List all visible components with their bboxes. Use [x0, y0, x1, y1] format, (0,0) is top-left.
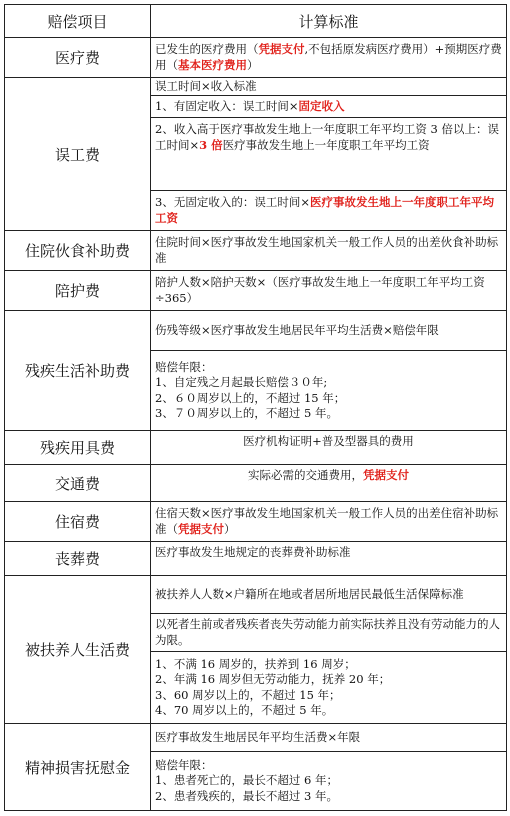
standard-disability-limits: 赔偿年限： 1、自定残之月起最长赔偿３０年; 2、６０周岁以上的，不超过 15 年； 3、７０周岁以上的，不超过 5 年。 [151, 351, 507, 431]
item-lodging: 住宿费 [5, 502, 151, 542]
item-funeral: 丧葬费 [5, 542, 151, 576]
item-disability: 残疾生活补助费 [5, 311, 151, 431]
standard-dependent-formula: 被扶养人人数×户籍所在地或者居所地居民最低生活保障标准 [151, 576, 507, 614]
header-row [5, 5, 507, 38]
standard-medical: 已发生的医疗费用（凭据支付,不包括原发病医疗费用）+预期医疗费用（基本医疗费用） [151, 38, 507, 78]
standard-transport: 实际必需的交通费用，凭据支付 [151, 465, 507, 502]
table-row [5, 724, 507, 752]
table-row [5, 542, 507, 576]
item-lost-work: 误工费 [5, 78, 151, 231]
standard-disability-formula: 伤残等级×医疗事故发生地居民年平均生活费×赔偿年限 [151, 311, 507, 351]
standard-lost-work-fixed: 1、有固定收入：误工时间×固定收入 [151, 96, 507, 118]
compensation-table [4, 4, 507, 811]
standard-equipment: 医疗机构证明+普及型器具的费用 [151, 431, 507, 465]
item-medical: 医疗费 [5, 38, 151, 78]
standard-dependent-limits: 1、不满 16 周岁的，扶养到 16 周岁； 2、年满 16 周岁但无劳动能力，抚养 20 年； 3、60 周岁以上的，不超过 15 年； 4、70 周岁以上的，不超过 5 年。 [151, 652, 507, 724]
item-mental: 精神损害抚慰金 [5, 724, 151, 811]
table-row [5, 231, 507, 271]
header-item: 赔偿项目 [5, 5, 151, 38]
table-row [5, 38, 507, 78]
item-dependent: 被扶养人生活费 [5, 576, 151, 724]
item-meal: 住院伙食补助费 [5, 231, 151, 271]
table-row [5, 78, 507, 96]
table-row [5, 502, 507, 542]
table-row [5, 465, 507, 502]
standard-lost-work-high: 2、收入高于医疗事故发生地上一年度职工年平均工资 3 倍以上：误工时间×3 倍医疗事故发生地上一年度职工年平均工资 [151, 118, 507, 191]
standard-lost-work-formula: 误工时间×收入标准 [151, 78, 507, 96]
standard-nursing: 陪护人数×陪护天数×（医疗事故发生地上一年度职工年平均工资÷365） [151, 271, 507, 311]
table-row [5, 576, 507, 614]
standard-dependent-scope: 以死者生前或者残疾者丧失劳动能力前实际扶养且没有劳动能力的人为限。 [151, 614, 507, 652]
item-transport: 交通费 [5, 465, 151, 502]
standard-lost-work-none: 3、无固定收入的：误工时间×医疗事故发生地上一年度职工年平均工资 [151, 191, 507, 231]
standard-mental-limits: 赔偿年限： 1、患者死亡的，最长不超过 6 年； 2、患者残疾的，最长不超过 3 年。 [151, 752, 507, 811]
item-nursing: 陪护费 [5, 271, 151, 311]
table-row [5, 311, 507, 351]
table-row [5, 271, 507, 311]
table-row [5, 431, 507, 465]
standard-lodging: 住宿天数×医疗事故发生地国家机关一般工作人员的出差住宿补助标准（凭据支付） [151, 502, 507, 542]
header-standard: 计算标准 [151, 5, 507, 38]
standard-funeral: 医疗事故发生地规定的丧葬费补助标准 [151, 542, 507, 576]
standard-mental-formula: 医疗事故发生地居民年平均生活费×年限 [151, 724, 507, 752]
item-equipment: 残疾用具费 [5, 431, 151, 465]
standard-meal: 住院时间×医疗事故发生地国家机关一般工作人员的出差伙食补助标准 [151, 231, 507, 271]
